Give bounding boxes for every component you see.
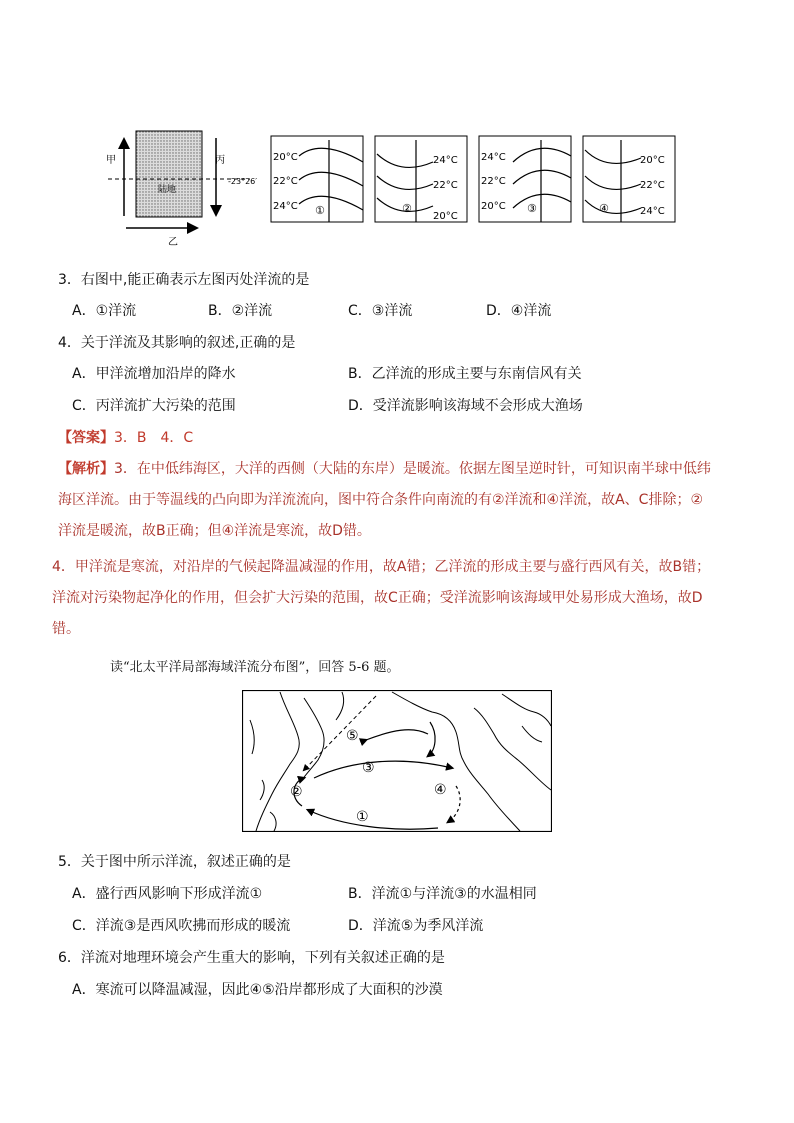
panel-number: ①	[315, 204, 325, 217]
question-6-stem: 6．洋流对地理环境会产生重大的影响，下列有关叙述正确的是	[58, 950, 445, 966]
current-label-2: ②	[290, 784, 303, 800]
analysis-text: 洋流对污染物起净化的作用，但会扩大污染的范围，故C正确；受洋流影响该海域甲处易形成大渔场，故D	[52, 590, 703, 606]
temp-label: 20°C	[640, 155, 665, 166]
analysis-text: 错。	[52, 621, 80, 637]
panel-2	[375, 136, 467, 222]
north-pacific-current-map	[242, 690, 552, 832]
temp-label: 20°C	[273, 152, 298, 163]
current-label-3: ③	[362, 760, 375, 776]
current-label-4: ④	[434, 782, 447, 798]
temp-label: 24°C	[481, 152, 506, 163]
section-intro: 读“北太平洋局部海域洋流分布图”，回答 5-6 题。	[110, 660, 400, 675]
q5-option-a[interactable]: A．盛行西风影响下形成洋流①	[72, 886, 263, 902]
q5-option-b[interactable]: B．洋流①与洋流③的水温相同	[348, 886, 537, 902]
label-jia: 甲	[106, 155, 116, 166]
temp-label: 24°C	[273, 201, 298, 212]
ocean-current-figure	[100, 128, 690, 248]
temp-label: 24°C	[433, 155, 458, 166]
temp-label: 22°C	[433, 180, 458, 191]
temp-label: 24°C	[640, 206, 665, 217]
current-label-1: ①	[356, 809, 369, 825]
panel-4	[583, 136, 675, 222]
question-4-stem: 4．关于洋流及其影响的叙述,正确的是	[58, 335, 296, 351]
q5-option-d[interactable]: D．洋流⑤为季风洋流	[348, 918, 484, 934]
panel-1	[271, 136, 363, 222]
current-label-5: ⑤	[346, 728, 359, 744]
label-bing: 丙	[215, 155, 225, 166]
panel-3	[479, 136, 571, 222]
temp-label: 22°C	[640, 180, 665, 191]
q4-option-d[interactable]: D．受洋流影响该海域不会形成大渔场	[348, 398, 583, 414]
label-land: 陆地	[158, 185, 177, 195]
label-yi: 乙	[168, 237, 178, 248]
analysis-paragraph-1	[58, 454, 738, 547]
label-latitude: -23°26′	[228, 177, 258, 186]
temp-label: 20°C	[481, 201, 506, 212]
q4-option-a[interactable]: A．甲洋流增加沿岸的降水	[72, 366, 236, 382]
analysis-text: 海区洋流。由于等温线的凸向即为洋流流向，图中符合条件向南流的有②洋流和④洋流，故A、C排除；②	[58, 492, 704, 508]
q3-option-b[interactable]: B．②洋流	[208, 303, 273, 319]
analysis-tag: 【解析】	[58, 461, 114, 477]
question-5-stem: 5．关于图中所示洋流，叙述正确的是	[58, 854, 291, 870]
q3-option-d[interactable]: D．④洋流	[486, 303, 552, 319]
answer-line	[58, 428, 193, 448]
panel-number: ③	[527, 202, 537, 215]
analysis-paragraph-2	[52, 552, 732, 645]
q5-option-c[interactable]: C．洋流③是西风吹拂而形成的暖流	[72, 918, 291, 934]
panel-number: ④	[599, 202, 609, 215]
answer-text: 3．B 4．C	[114, 430, 194, 446]
panel-number: ②	[402, 202, 412, 215]
land-diagram	[106, 131, 257, 248]
q3-option-c[interactable]: C．③洋流	[348, 303, 413, 319]
temp-label: 22°C	[481, 176, 506, 187]
temp-label: 20°C	[433, 211, 458, 222]
q4-option-c[interactable]: C．丙洋流扩大污染的范围	[72, 398, 236, 414]
question-3-stem: 3．右图中,能正确表示左图丙处洋流的是	[58, 272, 310, 288]
temp-label: 22°C	[273, 176, 298, 187]
q6-option-a[interactable]: A．寒流可以降温减湿，因此④⑤沿岸都形成了大面积的沙漠	[72, 982, 443, 998]
analysis-text: 3．在中低纬海区，大洋的西侧（大陆的东岸）是暖流。依据左图呈逆时针，可知识南半球中低纬	[114, 461, 711, 477]
q3-option-a[interactable]: A．①洋流	[72, 303, 137, 319]
analysis-text: 4．甲洋流是寒流，对沿岸的气候起降温减湿的作用，故A错；乙洋流的形成主要与盛行西风有关，故B错；	[52, 559, 711, 575]
analysis-text: 洋流是暖流，故B正确；但④洋流是寒流，故D错。	[58, 523, 371, 539]
answer-tag: 【答案】	[58, 430, 114, 446]
q4-option-b[interactable]: B．乙洋流的形成主要与东南信风有关	[348, 366, 582, 382]
